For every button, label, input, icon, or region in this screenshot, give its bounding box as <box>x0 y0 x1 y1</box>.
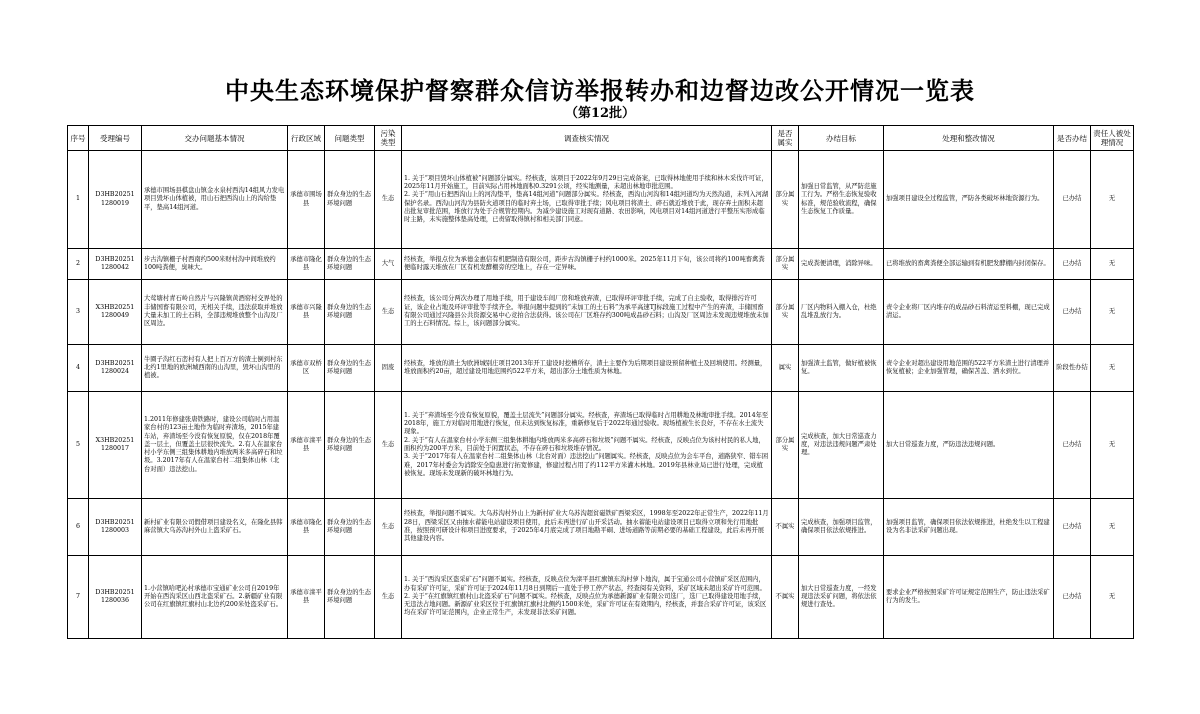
cell-no: 4 <box>68 345 89 392</box>
table-row <box>68 280 1134 345</box>
cell-punish: 无 <box>1091 392 1134 499</box>
cell-region: 承德市隆化县 <box>288 499 325 556</box>
cell-goal: 完成核查，加强项目监管，确保项目依法依规推进。 <box>799 499 884 556</box>
cell-type: 群众身边的生态环境问题 <box>325 499 375 556</box>
cell-done: 已办结 <box>1054 280 1091 345</box>
cell-true: 不属实 <box>772 499 799 556</box>
investigation-paragraph: 3. 关于“2017年有人在温家台村二组集体山林（北台对面）违法挖山”问题属实。经核查，反映点位为会车平台，道路狭窄、错车困难，2017年村委会为消除安全隐患进行拓宽修建，修建过程占用了约112平方米灌木林地。2019年县林业局已进行处理，完成植被恢复。现场未发现新的破坏林地行为。 <box>404 453 769 477</box>
cell-investigation <box>402 280 772 345</box>
cell-no: 3 <box>68 280 89 345</box>
cell-investigation <box>402 556 772 639</box>
header-cell: 调查核实情况 <box>402 126 772 151</box>
cell-goal: 厂区内物料入棚入仓，杜绝乱堆乱放行为。 <box>799 280 884 345</box>
cell-true: 部分属实 <box>772 280 799 345</box>
cell-type: 群众身边的生态环境问题 <box>325 280 375 345</box>
cell-investigation <box>402 392 772 499</box>
header-cell: 序号 <box>68 126 89 151</box>
cell-pollution: 生态 <box>375 151 402 249</box>
investigation-paragraph: 经核查，举报问题不属实。大乌苏沟村外山上为新村矿业大乌苏沟超贫磁铁矿西梁采区，1998年至2022年正常生产，2022年11月28日，西梁采区又由抽水蓄能电站建设项目使用，此后未再进行矿山开采活动。抽水蓄能电站建设项目已取得立项和先行用地批准，按照预可研设计和项目进度要求，于2025年4月底完成了项目地勘平硐、进场道路等前期必要的基础工程建设，此后未再开展其他建设内容。 <box>404 510 769 543</box>
header-cell: 受理编号 <box>89 126 142 151</box>
cell-goal: 完成粪便清理，消除异味。 <box>799 249 884 280</box>
cell-code: D3HB20251 1280042 <box>89 249 142 280</box>
cell-handling: 加大日常巡查力度，严防违法违规问题。 <box>884 392 1054 499</box>
cell-goal: 加大日常巡查力度，一经发现违法采矿问题，将依法依规进行查处。 <box>799 556 884 639</box>
cell-punish: 无 <box>1091 345 1134 392</box>
cell-region: 承德市隆化县 <box>288 249 325 280</box>
cell-done: 已办结 <box>1054 249 1091 280</box>
cell-issue: 牛圈子沟红石峦村有人把上百万方的渣土倒到村东北约1里地的欧洲城西南的山沟里，毁坏山沟里的植被。 <box>142 345 288 392</box>
table-row <box>68 499 1134 556</box>
investigation-paragraph: 1. 关于“项目毁坏山体植被”问题部分属实。经核查，该项目于2022年9月29日完成备案，已取得林地使用手续和林木采伐许可证，2025年11月开始施工，目前实际占用林地面积0.3291公顷，经实地测量，未超出林地审批范围。 <box>404 174 768 190</box>
cell-punish: 无 <box>1091 556 1134 639</box>
table-row <box>68 249 1134 280</box>
header-cell: 污染类型 <box>375 126 402 151</box>
cell-investigation <box>402 499 772 556</box>
cell-done: 已办结 <box>1054 151 1091 249</box>
cell-pollution: 生态 <box>375 280 402 345</box>
cell-true: 部分属实 <box>772 249 799 280</box>
cell-punish: 无 <box>1091 280 1134 345</box>
cell-investigation <box>402 249 772 280</box>
cell-region: 承德市滦平县 <box>288 392 325 499</box>
cell-code: X3HB20251 1280049 <box>89 280 142 345</box>
cell-issue: 承德市围场县棋盘山镇金水泉村西沟14组风力发电项目毁坏山体植被，用山石把西沟山上的沟给垫平，垫高14组河道。 <box>142 151 288 249</box>
cell-no: 1 <box>68 151 89 249</box>
cell-region: 承德市兴隆县 <box>288 280 325 345</box>
cell-region: 承德市围场县 <box>288 151 325 249</box>
cell-true: 不属实 <box>772 556 799 639</box>
cell-issue: 新村矿业有限公司假借项目建设名义，在隆化县韩麻营镇大乌苏沟村外山上盗采矿石。 <box>142 499 288 556</box>
investigation-paragraph: 经核查，该公司分两次办理了用地手续，用于建设车间厂房和堆放弃渣，已取得环评审批手续，完成了自主验收，取得排污许可证，该企业占地及环评审批等手续齐全。举报问题中提到的“未加工的土石料”为承平高速TJ标段施工过程中产生的弃渣，丰储国畜有限公司通过兴隆县公共资源交易中心竞拍合法获得。该公司在厂区堆存约300吨成品砂石料；山沟及厂区周边未发现违规堆放未加工的土石料情况。综上，该问题部分属实。 <box>404 295 769 328</box>
cell-pollution: 大气 <box>375 249 402 280</box>
cell-punish: 无 <box>1091 151 1134 249</box>
header-cell: 责任人被处理情况 <box>1091 126 1134 151</box>
cell-type: 群众身边的生态环境问题 <box>325 392 375 499</box>
cell-handling: 加强项目建设全过程监管，严防各类破坏林地资源行为。 <box>884 151 1054 249</box>
cell-goal: 加强渣土监管，做好植被恢复。 <box>799 345 884 392</box>
table-row <box>68 556 1134 639</box>
cell-code: D3HB20251 1280003 <box>89 499 142 556</box>
cell-investigation <box>402 345 772 392</box>
batch-subtitle: （第12批） <box>564 106 636 121</box>
cell-no: 5 <box>68 392 89 499</box>
header-cell: 是否办结 <box>1054 126 1091 151</box>
page-title: 中央生态环境保护督察群众信访举报转办和边督边改公开情况一览表 <box>225 76 975 105</box>
cell-investigation <box>402 151 772 249</box>
investigation-paragraph: 经核查，举报点位为承德金惠信有机肥制造有限公司，距步古沟镇栅子村约1000米。2025年11月下旬，该公司将约100吨畜禽粪便临时露天堆放在厂区有机发酵棚旁的空地上，存在一定异味。 <box>404 255 765 271</box>
cell-punish: 无 <box>1091 249 1134 280</box>
table-row <box>68 345 1134 392</box>
cell-type: 群众身边的生态环境问题 <box>325 345 375 392</box>
cell-type: 群众身边的生态环境问题 <box>325 249 375 280</box>
investigation-paragraph: 2. 关于“有人在温家台村小学东侧三组集体耕地内堆放两米多高碎石和垃圾”问题不属实。经核查，反映点位为该村村民的私人地，面积约为200平方米，目前处于闲置状态，不存在碎石和垃圾堆存情况。 <box>404 436 765 452</box>
cell-code: D3HB20251 1280019 <box>89 151 142 249</box>
report-table <box>67 125 1134 639</box>
cell-pollution: 固废 <box>375 345 402 392</box>
cell-code: D3HB20251 1280024 <box>89 345 142 392</box>
cell-done: 阶段性办结 <box>1054 345 1091 392</box>
cell-handling: 已将堆放的畜禽粪便全部运输到有机肥发酵棚内封闭保存。 <box>884 249 1054 280</box>
investigation-paragraph: 2. 关于“在红旗镇红旗村山北盗采矿石”问题不属实。经核查，反映点位为承德新源矿业有限公司选厂，选厂已取得建设用地手续，无违法占地问题。新源矿业采区位于红旗镇红旗村北侧约1500米处，采矿许可证在有效期内，经核查，并套合采矿许可证，该采区均在采矿许可证范围内，企业正常生产，未发现非法采矿问题。 <box>404 592 767 617</box>
cell-true: 属实 <box>772 345 799 392</box>
header-cell: 办结目标 <box>799 126 884 151</box>
investigation-paragraph: 1. 关于“弃渣场至今没有恢复原貌，覆盖土层流失”问题部分属实。经核查，弃渣场已取得临时占用耕地及林地审批手续。2014年至2018年，施工方对临时用地进行恢复，但未达到恢复标准，重新修复后于2022年通过验收。现场植被生长良好，不存在水土流失现象。 <box>404 411 769 436</box>
cell-region: 承德市双桥区 <box>288 345 325 392</box>
cell-issue: 大莺塘村青石岭自然片与兴隆镇黄酒窑村交界处的丰储国畜有限公司，无相关手续，违法获取并堆放大量未加工的土石料，全部违规堆放整个山沟及厂区周边。 <box>142 280 288 345</box>
cell-true: 部分属实 <box>772 392 799 499</box>
cell-goal: 加强日常监管，从严防范施工行为。严格生态恢复验收标准，规范验收流程，确保生态恢复工作质量。 <box>799 151 884 249</box>
cell-issue: 1.2011年修建张唐铁路时，建设公司临时占用温家台村的123亩土地作为临时弃渣场，2015年建车站，弃渣场至今没有恢复原貌，仅在2018年覆盖一层土，但覆盖土层很快流失。2.有人在温家台村小学东侧三组集体耕地内堆放两米多高碎石和垃圾。3.2017年有人在温家台村二组集体山林（北台对面）违法挖山。 <box>142 392 288 499</box>
cell-handling: 责令企业将厂区内堆存的成品砂石料清运至料棚，现已完成清运。 <box>884 280 1054 345</box>
cell-pollution: 生态 <box>375 392 402 499</box>
table-row <box>68 151 1134 249</box>
header-cell: 是否属实 <box>772 126 799 151</box>
cell-no: 6 <box>68 499 89 556</box>
header-cell: 交办问题基本情况 <box>142 126 288 151</box>
investigation-paragraph: 2. 关于“用山石把西沟山上的河沟垫平，垫高14组河道”问题部分属实。经核查，西沟山河沟和14组河道均为天然沟道，未列入河湖保护名录。西沟山河沟为县防火道项目的临时弃土场，已取得审批手续；风电项目将渣土、碎石就近堆放于此，现存弃土面积未超出批复审批范围，堆放行为处于合规管控期内。为减少建设施工对现有道路、农田影响，风电项目对14组河道进行平整压实形成临时主路，未实施整体垫高处理，已责留取得镇村和相关部门同意。 <box>404 191 769 224</box>
header-cell: 处理和整改情况 <box>884 126 1054 151</box>
cell-no: 7 <box>68 556 89 639</box>
table-row <box>68 392 1134 499</box>
cell-type: 群众身边的生态环境问题 <box>325 556 375 639</box>
cell-true: 部分属实 <box>772 151 799 249</box>
cell-code: D3HB20251 1280036 <box>89 556 142 639</box>
table-header-row <box>68 126 1134 151</box>
cell-no: 2 <box>68 249 89 280</box>
cell-handling: 责令企业对超出建设用地范围的522平方米渣土进行清理并恢复植被；企业加强管理，确保苫盖、洒水到位。 <box>884 345 1054 392</box>
cell-done: 已办结 <box>1054 556 1091 639</box>
cell-handling: 加强项目监管，确保项目依法依规推进，杜绝发生以工程建设为名非法采矿问题出现。 <box>884 499 1054 556</box>
cell-punish: 无 <box>1091 499 1134 556</box>
cell-handling: 要求企业严格按照采矿许可证规定范围生产，防止违法采矿行为的发生。 <box>884 556 1054 639</box>
cell-goal: 完成核查，加大日常巡查力度，对违法违规问题严肃处理。 <box>799 392 884 499</box>
cell-type: 群众身边的生态环境问题 <box>325 151 375 249</box>
cell-issue: 步古沟镇栅子村西南约500米财村沟中间堆放约100吨粪便，臭味大。 <box>142 249 288 280</box>
investigation-paragraph: 经核查，堆放的渣土为欧洲城别庄项目2013年开工建设时挖槽所存，渣土主要作为后期项目建设预留种植土及回填使用。经测量，堆放面积约20亩，超过建设用地范围约522平方米，超出部分土地性质为林地。 <box>404 359 767 375</box>
cell-done: 已办结 <box>1054 499 1091 556</box>
header-cell: 行政区域 <box>288 126 325 151</box>
header-cell: 问题类型 <box>325 126 375 151</box>
cell-issue: 1.小营镇哈吧沁村承德市宝通矿业公司自2019年开始在西沟采区山西北盗采矿石。2.新疆矿业有限公司在红旗镇红旗村山北边约200米处盗采矿石。 <box>142 556 288 639</box>
cell-pollution: 生态 <box>375 499 402 556</box>
cell-done: 已办结 <box>1054 392 1091 499</box>
cell-region: 承德市滦平县 <box>288 556 325 639</box>
cell-pollution: 生态 <box>375 556 402 639</box>
cell-code: X3HB20251 1280017 <box>89 392 142 499</box>
investigation-paragraph: 1. 关于“西沟采区盗采矿石”问题不属实。经核查，反映点位为滦平县红旗镇东沟村萝卜地沟，属于宝通公司小营镇矿采区范围内，办有采矿许可证，采矿许可证于2024年11月8日到期后一直处于停工停产状态，经查阅有关资料，采矿区域未超出采矿许可范围。 <box>404 576 766 592</box>
